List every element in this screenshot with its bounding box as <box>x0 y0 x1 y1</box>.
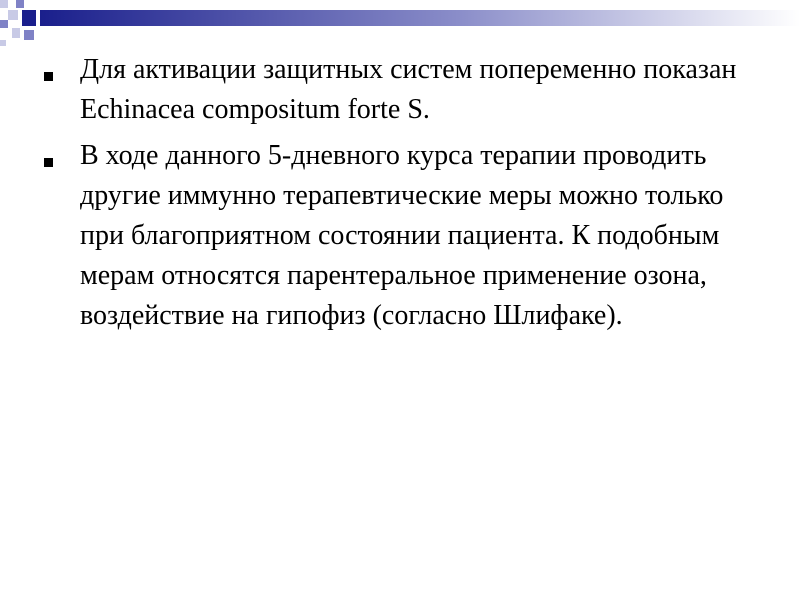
bullet-item <box>44 136 764 336</box>
header-square <box>0 0 8 8</box>
header-square <box>16 0 24 8</box>
slide-header-decoration <box>0 0 800 50</box>
bullet-list <box>44 50 764 342</box>
bullet-text: В ходе данного 5-дневного курса терапии проводить другие иммунно терапевтические меры можно только при благоприятном состоянии пациента. К подобным мерам относятся парентеральное применение озона, воздействие на гипофиз (согласно Шлифаке). <box>80 140 724 331</box>
header-square <box>0 20 8 28</box>
header-square <box>0 40 6 46</box>
header-square <box>22 10 36 26</box>
bullet-text: Для активации защитных систем попеременно показан Echinacea compositum forte S. <box>80 54 737 125</box>
square-bullet-icon <box>44 158 53 167</box>
header-square <box>8 10 18 20</box>
header-square <box>12 28 20 38</box>
square-bullet-icon <box>44 72 53 81</box>
header-gradient-bar <box>40 10 800 26</box>
header-square <box>24 30 34 40</box>
bullet-item <box>44 50 764 130</box>
